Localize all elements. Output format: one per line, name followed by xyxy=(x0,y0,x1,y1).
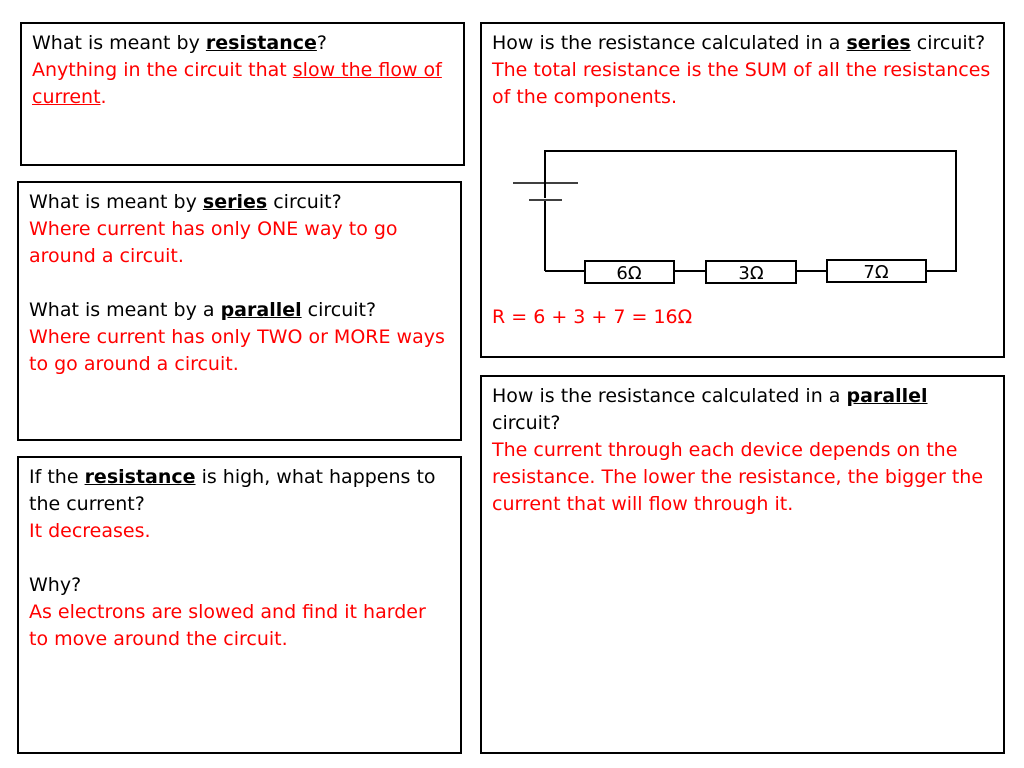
series-answer: Where current has only ONE way to go around a circuit. xyxy=(29,218,398,267)
question-text: How is the resistance calculated in a parallel circuit? xyxy=(492,385,928,434)
answer-text: The total resistance is the SUM of all the resistances of the components. xyxy=(492,59,991,108)
high-resistance-card xyxy=(17,456,462,754)
keyword: resistance xyxy=(205,32,317,54)
circuit-wire xyxy=(545,151,956,271)
keyword: parallel xyxy=(220,299,302,321)
question-text: If the resistance is high, what happens to the current? xyxy=(29,466,436,515)
parallel-answer: Where current has only TWO or MORE ways to go around a circuit. xyxy=(29,326,445,375)
series-question: What is meant by series circuit? xyxy=(29,191,342,213)
keyword: series xyxy=(846,32,911,54)
resistor-3-label: 7Ω xyxy=(863,262,889,283)
keyword: parallel xyxy=(846,385,928,407)
parallel-question: What is meant by a parallel circuit? xyxy=(29,299,377,321)
keyword: series xyxy=(202,191,268,213)
resistor-1-label: 6Ω xyxy=(616,263,642,284)
answer-text: It decreases. xyxy=(29,520,151,542)
formula-text: R = 6 + 3 + 7 = 16Ω xyxy=(492,306,693,328)
resistor-2-label: 3Ω xyxy=(738,263,764,284)
keyword: resistance xyxy=(84,466,196,488)
answer-keyword: slow the flow of current xyxy=(32,59,442,108)
question-text: How is the resistance calculated in a series circuit? xyxy=(492,32,986,54)
resistance-definition-card xyxy=(20,22,465,166)
answer-text: The current through each device depends on the resistance. The lower the resistance, the bigger the current that will flow through it. xyxy=(492,439,984,515)
series-resistance-card xyxy=(480,22,1005,358)
parallel-resistance-card xyxy=(480,375,1005,754)
answer-text: Anything in the circuit that slow the flow of current. xyxy=(32,59,442,108)
why-answer: As electrons are slowed and find it harder to move around the circuit. xyxy=(29,601,426,650)
circuit-types-card xyxy=(17,181,462,441)
question-text: What is meant by resistance? xyxy=(32,32,327,54)
why-question: Why? xyxy=(29,574,82,596)
